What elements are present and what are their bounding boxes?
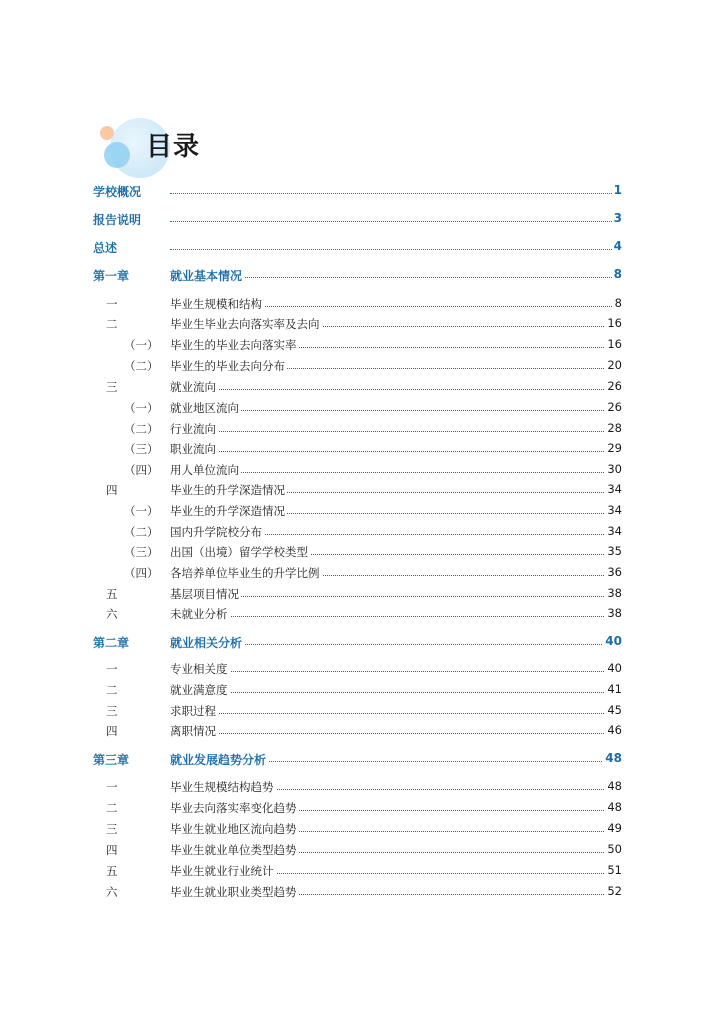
title-decoration <box>96 114 236 184</box>
toc-entry-label: 基层项目情况 <box>170 587 239 601</box>
toc-entry-number: （一） <box>124 338 159 352</box>
toc-entry-number: 二 <box>106 683 118 697</box>
toc-entry[interactable] <box>0 751 724 771</box>
toc-entry[interactable] <box>0 421 724 441</box>
toc-page-number: 41 <box>607 682 622 696</box>
toc-page-number: 38 <box>607 586 622 600</box>
toc-entry-label: 就业地区流向 <box>170 401 239 415</box>
toc-entry-label: 毕业生的升学深造情况 <box>170 504 285 518</box>
toc-entry-number: 三 <box>106 704 118 718</box>
toc-page-number: 34 <box>607 524 622 538</box>
toc-page-number: 29 <box>607 441 622 455</box>
toc-page-number: 4 <box>613 239 622 253</box>
decorative-bubble-icon <box>104 142 130 168</box>
toc-entry-number: 四 <box>106 483 118 497</box>
toc-dot-leader <box>170 692 620 693</box>
toc-entry-label: 就业相关分析 <box>170 636 243 650</box>
toc-entry-label: 就业满意度 <box>170 683 228 697</box>
toc-dot-leader <box>170 193 620 194</box>
toc-entry-label: 用人单位流向 <box>170 463 239 477</box>
toc-entry-label: 毕业生规模结构趋势 <box>170 780 274 794</box>
toc-entry[interactable] <box>0 400 724 420</box>
toc-page-number: 8 <box>613 267 622 281</box>
toc-entry-number: 一 <box>106 780 118 794</box>
toc-entry-label: 就业流向 <box>170 380 216 394</box>
toc-entry[interactable] <box>0 606 724 626</box>
toc-entry[interactable] <box>0 296 724 316</box>
toc-entry-number: 一 <box>106 662 118 676</box>
toc-entry[interactable] <box>0 842 724 862</box>
toc-entry-number: （一） <box>124 504 159 518</box>
toc-entry-number: （二） <box>124 422 159 436</box>
toc-entry-label: 职业流向 <box>170 442 216 456</box>
toc-entry[interactable] <box>0 863 724 883</box>
toc-page-number: 28 <box>607 421 622 435</box>
toc-entry-label: 毕业去向落实率变化趋势 <box>170 801 297 815</box>
toc-entry-label: 行业流向 <box>170 422 216 436</box>
toc-page-number: 46 <box>607 723 622 737</box>
toc-entry-label: 未就业分析 <box>170 607 228 621</box>
toc-page-number: 38 <box>607 606 622 620</box>
toc-entry-number: （四） <box>124 566 159 580</box>
toc-entry[interactable] <box>0 682 724 702</box>
toc-dot-leader <box>170 431 620 432</box>
toc-entry-label: 离职情况 <box>170 724 216 738</box>
toc-entry[interactable] <box>0 544 724 564</box>
toc-entry-number: 四 <box>106 724 118 738</box>
toc-entry-label: 毕业生就业单位类型趋势 <box>170 843 297 857</box>
toc-page-number: 1 <box>613 183 622 197</box>
toc-entry-number: （三） <box>124 442 159 456</box>
toc-entry-number: （三） <box>124 545 159 559</box>
toc-dot-leader <box>170 713 620 714</box>
toc-entry-label: 毕业生毕业去向落实率及去向 <box>170 317 320 331</box>
toc-page-number: 52 <box>607 884 622 898</box>
toc-entry[interactable] <box>0 586 724 606</box>
toc-page-number: 40 <box>607 661 622 675</box>
toc-entry-label: 毕业生规模和结构 <box>170 297 262 311</box>
toc-entry-number: 六 <box>106 885 118 899</box>
toc-entry-number: （一） <box>124 401 159 415</box>
toc-entry[interactable] <box>0 482 724 502</box>
toc-dot-leader <box>170 249 620 250</box>
toc-entry-number: （二） <box>124 525 159 539</box>
toc-entry-number: 二 <box>106 801 118 815</box>
toc-entry-label: 就业发展趋势分析 <box>170 753 267 767</box>
toc-entry[interactable] <box>0 211 724 231</box>
toc-entry-number: 第一章 <box>93 269 130 283</box>
toc-page-number: 51 <box>607 863 622 877</box>
toc-entry-label: 毕业生的毕业去向分布 <box>170 359 285 373</box>
toc-entry-label: 毕业生就业行业统计 <box>170 864 274 878</box>
toc-entry-label: 求职过程 <box>170 704 216 718</box>
toc-page-number: 49 <box>607 821 622 835</box>
toc-entry-number: （四） <box>124 463 159 477</box>
toc-entry[interactable] <box>0 821 724 841</box>
toc-entry-label: 各培养单位毕业生的升学比例 <box>170 566 320 580</box>
page-title: 目录 <box>146 132 201 162</box>
toc-page-number: 50 <box>607 842 622 856</box>
toc-page-number: 34 <box>607 482 622 496</box>
toc-entry[interactable] <box>0 267 724 287</box>
toc-entry[interactable] <box>0 634 724 654</box>
toc-page-number: 35 <box>607 544 622 558</box>
toc-entry-number: （二） <box>124 359 159 373</box>
toc-entry[interactable] <box>0 524 724 544</box>
toc-entry-number: 第二章 <box>93 636 130 650</box>
toc-entry-label: 出国（出境）留学学校类型 <box>170 545 308 559</box>
toc-entry[interactable] <box>0 441 724 461</box>
decorative-bubble-icon <box>100 126 114 140</box>
toc-entry-label: 专业相关度 <box>170 662 228 676</box>
toc-entry-label: 报告说明 <box>93 213 142 227</box>
toc-entry-number: 五 <box>106 587 118 601</box>
toc-page-number: 26 <box>607 379 622 393</box>
toc-entry-number: 三 <box>106 822 118 836</box>
toc-page-number: 20 <box>607 358 622 372</box>
toc-entry[interactable] <box>0 462 724 482</box>
toc-entry[interactable] <box>0 723 724 743</box>
toc-entry[interactable] <box>0 239 724 259</box>
toc-entry[interactable] <box>0 800 724 820</box>
toc-entry[interactable] <box>0 884 724 904</box>
toc-entry-label: 学校概况 <box>93 185 142 199</box>
toc-dot-leader <box>170 616 620 617</box>
toc-page-number: 45 <box>607 703 622 717</box>
toc-page-number: 40 <box>605 634 622 648</box>
toc-entry[interactable] <box>0 703 724 723</box>
toc-entry[interactable] <box>0 337 724 357</box>
toc-entry-label: 总述 <box>93 241 118 255</box>
toc-entry-number: 五 <box>106 864 118 878</box>
toc-dot-leader <box>170 451 620 452</box>
toc-page-number: 16 <box>607 316 622 330</box>
toc-entry[interactable] <box>0 779 724 799</box>
toc-entry-number: 第三章 <box>93 753 130 767</box>
toc-entry-number: 三 <box>106 380 118 394</box>
toc-entry[interactable] <box>0 379 724 399</box>
toc-entry-label: 就业基本情况 <box>170 269 243 283</box>
toc-entry[interactable] <box>0 183 724 203</box>
toc-dot-leader <box>170 389 620 390</box>
toc-entry-number: 二 <box>106 317 118 331</box>
toc-entry-label: 毕业生的升学深造情况 <box>170 483 285 497</box>
toc-entry-number: 四 <box>106 843 118 857</box>
toc-entry-number: 一 <box>106 297 118 311</box>
toc-page-number: 16 <box>607 337 622 351</box>
toc-dot-leader <box>170 221 620 222</box>
toc-page-number: 48 <box>607 779 622 793</box>
toc-page-number: 34 <box>607 503 622 517</box>
toc-entry[interactable] <box>0 565 724 585</box>
toc-entry-label: 毕业生就业职业类型趋势 <box>170 885 297 899</box>
toc-dot-leader <box>170 733 620 734</box>
toc-page-number: 48 <box>605 751 622 765</box>
toc-entry[interactable] <box>0 358 724 378</box>
toc-dot-leader <box>170 671 620 672</box>
toc-page-number: 8 <box>614 296 622 310</box>
toc-entry-label: 毕业生就业地区流向趋势 <box>170 822 297 836</box>
toc-entry-number: 六 <box>106 607 118 621</box>
toc-entry[interactable] <box>0 661 724 681</box>
toc-entry-label: 国内升学院校分布 <box>170 525 262 539</box>
toc-page-number: 48 <box>607 800 622 814</box>
toc-page-number: 3 <box>613 211 622 225</box>
toc-page-number: 36 <box>607 565 622 579</box>
toc-page-number: 30 <box>607 462 622 476</box>
toc-entry-label: 毕业生的毕业去向落实率 <box>170 338 297 352</box>
toc-entry[interactable] <box>0 316 724 336</box>
toc-page-number: 26 <box>607 400 622 414</box>
toc-entry[interactable] <box>0 503 724 523</box>
